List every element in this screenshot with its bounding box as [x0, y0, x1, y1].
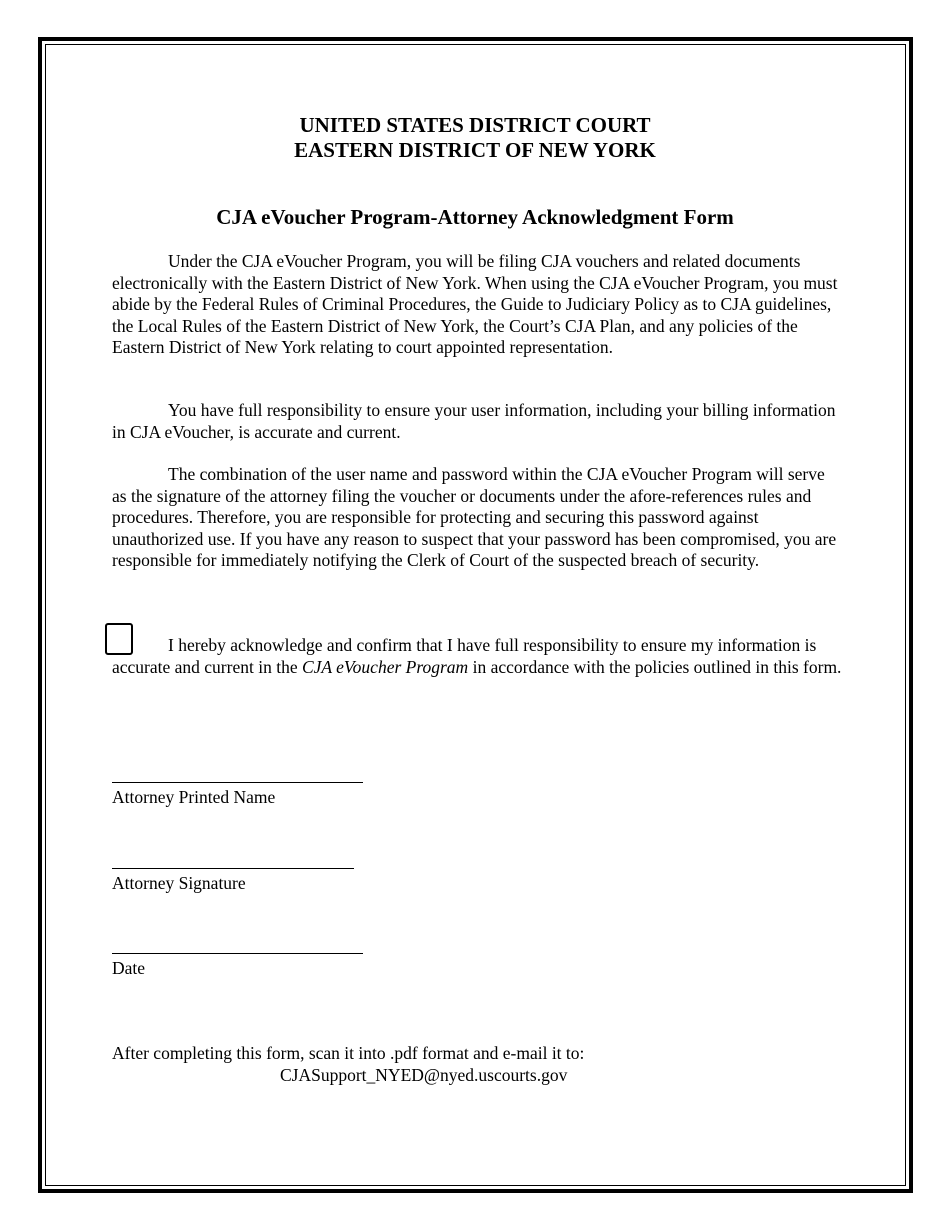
acknowledgment-text-start: I hereby acknowledge and confirm that I have full responsibility to ensure my information is accurate and current in the [112, 635, 817, 677]
court-header [0, 113, 950, 163]
signature-label: Attorney Signature [112, 873, 246, 893]
date-line[interactable] [112, 953, 363, 954]
court-name: UNITED STATES DISTRICT COURT [299, 113, 651, 137]
paragraph-password-security: The combination of the user name and password within the CJA eVoucher Program will serve as the signature of the attorney filing the voucher or documents under the afore-references rules and procedures. Therefore, you are responsible for protecting and securing this password against unauthorized use. If you have any reason to suspect that your password has been compromised, you are responsible for immediately notifying the Clerk of Court of the suspected breach of security. [112, 464, 837, 570]
printed-name-line[interactable] [112, 782, 363, 783]
district-name: EASTERN DISTRICT OF NEW YORK [294, 138, 656, 162]
date-label: Date [112, 958, 146, 978]
acknowledgment-statement [112, 635, 842, 678]
printed-name-label: Attorney Printed Name [112, 787, 276, 807]
support-email: CJASupport_NYED@nyed.uscourts.gov [280, 1065, 568, 1085]
submission-instructions: After completing this form, scan it into .pdf format and e-mail it to: [112, 1043, 585, 1063]
paragraph-program-rules: Under the CJA eVoucher Program, you will be filing CJA vouchers and related documents electronically with the Eastern District of New York. When using the CJA eVoucher Program, you must abide by the Federal Rules of Criminal Procedures, the Guide to Judiciary Policy as to CJA guidelines, the Local Rules of the Eastern District of New York, the Court’s CJA Plan, and any policies of the Eastern District of New York relating to court appointed representation. [112, 251, 838, 357]
form-title: CJA eVoucher Program-Attorney Acknowledgment Form [216, 205, 734, 229]
acknowledgment-program-name: CJA eVoucher Program [301, 656, 469, 677]
signature-line[interactable] [112, 868, 354, 869]
paragraph-user-responsibility: You have full responsibility to ensure your user information, including your billing information in CJA eVoucher, is accurate and current. [112, 400, 836, 442]
acknowledgment-text-end: in accordance with the policies outlined in this form. [468, 656, 842, 677]
